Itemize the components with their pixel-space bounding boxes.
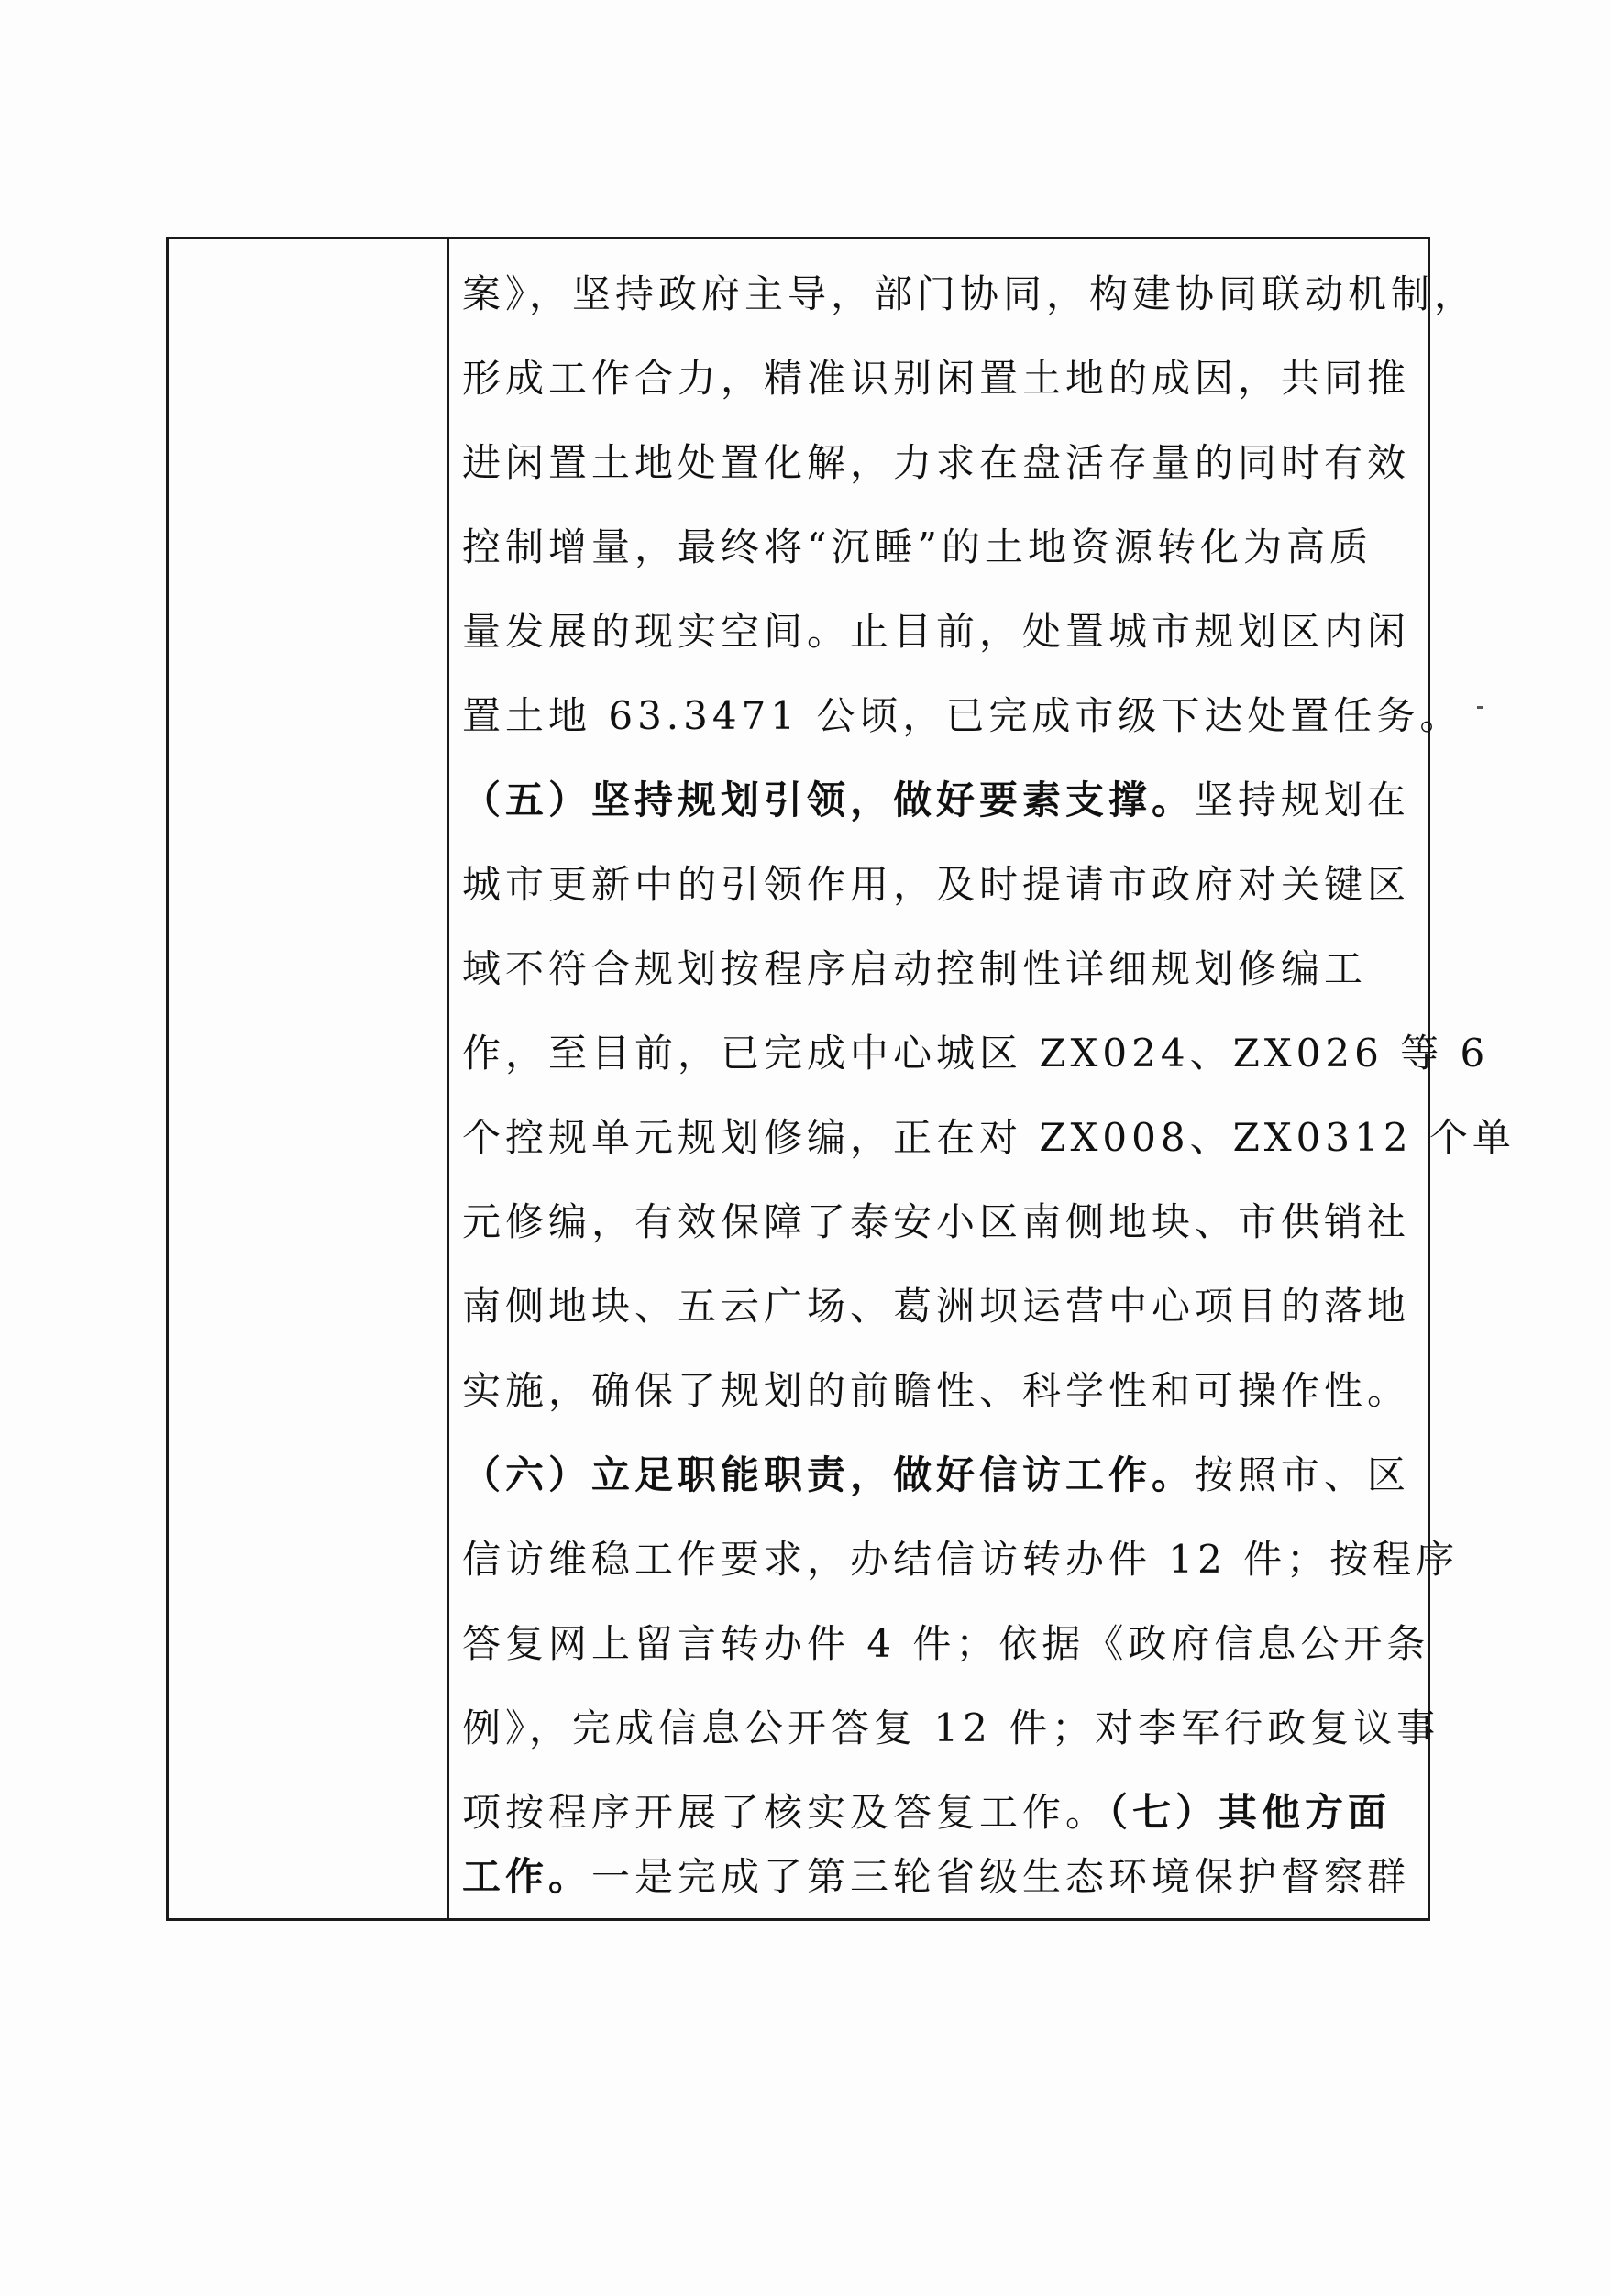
section-heading-line: 工作。一是完成了第三轮省级生态环境保护督察群 — [462, 1854, 1411, 1899]
text-line: 南侧地块、五云广场、葛洲坝运营中心项目的落地 — [462, 1284, 1411, 1329]
text-line: 个控规单元规划修编，正在对 ZX008、ZX0312 个单 — [462, 1115, 1516, 1160]
text-line: 例》，完成信息公开答复 12 件；对李军行政复议事 — [462, 1705, 1440, 1750]
text-line: 置土地 63.3471 公顷，已完成市级下达处置任务。 — [462, 693, 1463, 738]
text-line: 控制增量，最终将“沉睡”的土地资源转化为高质 — [462, 524, 1373, 569]
text-line: 案》，坚持政府主导，部门协同，构建协同联动机制， — [462, 271, 1478, 316]
text-line: 作，至目前，已完成中心城区 ZX024、ZX026 等 6 — [462, 1031, 1490, 1076]
text-line: 项按程序开展了核实及答复工作。（七）其他方面 — [462, 1790, 1392, 1835]
text-line: 实施，确保了规划的前瞻性、科学性和可操作性。 — [462, 1368, 1411, 1413]
text-line: 元修编，有效保障了泰安小区南侧地块、市供销社 — [462, 1199, 1411, 1244]
text-line: 形成工作合力，精准识别闲置土地的成因，共同推 — [462, 356, 1411, 401]
section-heading-line: （六）立足职能职责，做好信访工作。按照市、区 — [462, 1452, 1411, 1497]
left-empty-cell — [169, 239, 447, 1918]
body-text-cell — [449, 239, 1516, 1918]
text-line: 进闲置土地处置化解，力求在盘活存量的同时有效 — [462, 440, 1411, 485]
text-line: 信访维稳工作要求，办结信访转办件 12 件；按程序 — [462, 1537, 1460, 1582]
text-line: 城市更新中的引领作用，及时提请市政府对关键区 — [462, 862, 1411, 907]
section-heading-fragment: （七）其他方面 — [1108, 1790, 1392, 1835]
text-line: 答复网上留言转办件 4 件；依据《政府信息公开条 — [462, 1621, 1430, 1666]
document-table — [166, 237, 1516, 1921]
text-line: 量发展的现实空间。止目前，处置城市规划区内闲 — [462, 609, 1411, 654]
text-line: 域不符合规划按程序启动控制性详细规划修编工 — [462, 946, 1368, 991]
scan-speck — [1477, 706, 1483, 709]
section-heading-line: （五）坚持规划引领，做好要素支撑。坚持规划在 — [462, 778, 1411, 822]
